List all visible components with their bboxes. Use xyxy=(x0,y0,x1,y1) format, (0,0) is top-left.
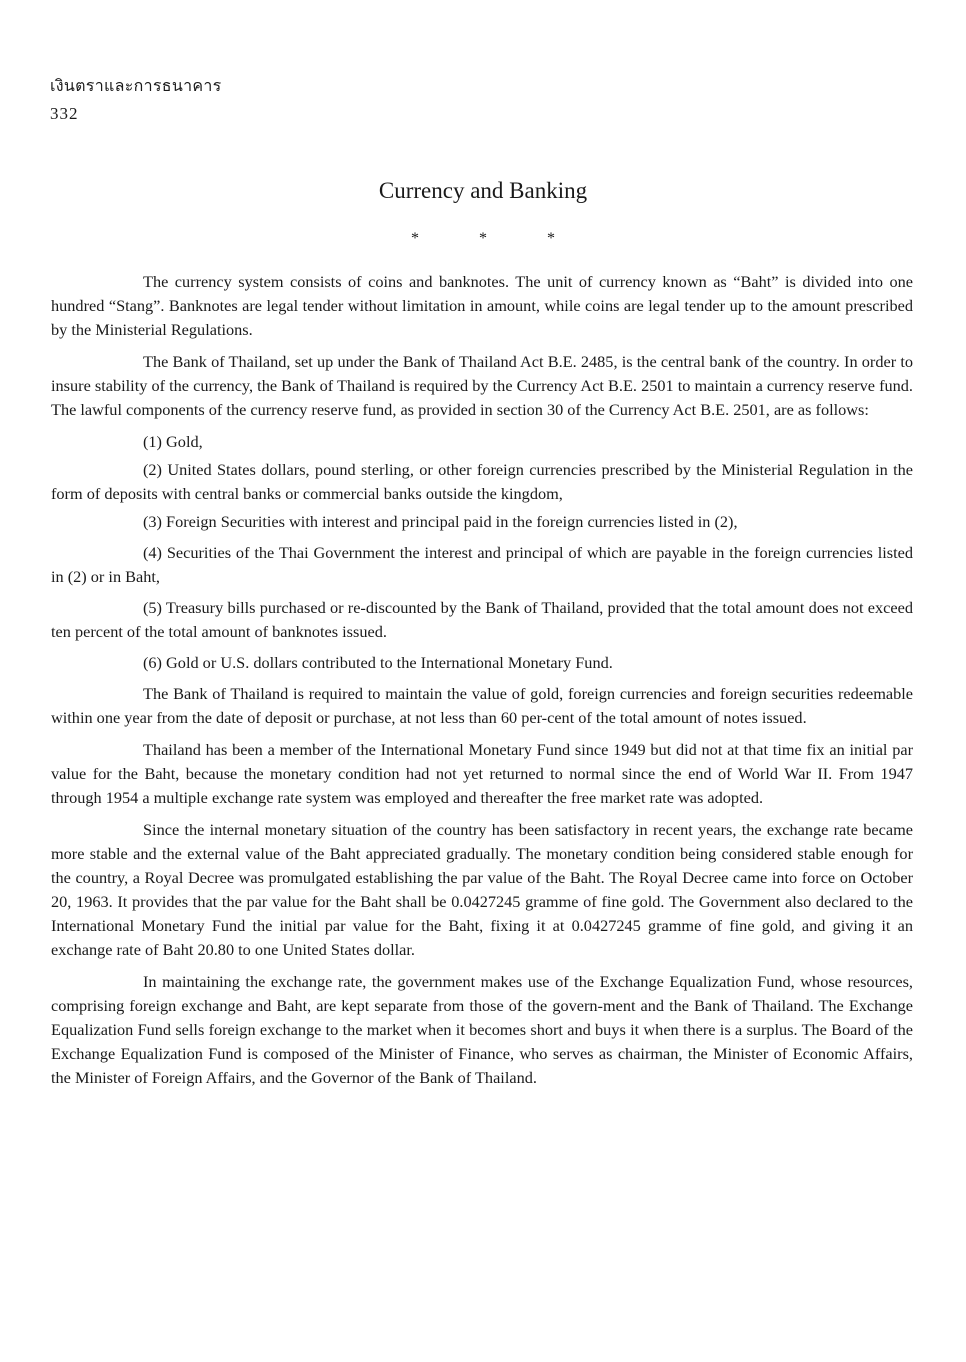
list-item: (5) Treasury bills purchased or re-discounted by the Bank of Thailand, provided that the total amount does not exceed ten percent of the total amount of banknotes issued. xyxy=(51,597,913,641)
page-title: Currency and Banking xyxy=(378,178,588,203)
paragraph-exchange-fund: In maintaining the exchange rate, the government makes use of the Exchange Equalization Fund, whose resources, comprising foreign exchange and Baht, are kept separate from those of the govern-ment and the Bank of Thailand. The Exchange Equalization Fund sells foreign exchange to the market when it becomes short and buys it when there is a surplus. The Board of the Exchange Equalization Fund is composed of the Minister of Finance, who serves as chairman, the Minister of Economic Affairs, the Minister of Foreign Affairs, and the Governor of the Bank of Thailand. xyxy=(51,972,913,1087)
paragraph-imf-membership: Thailand has been a member of the International Monetary Fund since 1949 but did not at that time fix an initial par value for the Baht, because the monetary condition had not yet returned to normal since the end of World War II. From 1947 through 1954 a multiple exchange rate system was employed and thereafter the free market rate was adopted. xyxy=(51,739,913,807)
list-item: (6) Gold or U.S. dollars contributed to the International Monetary Fund. xyxy=(143,652,613,672)
body-text xyxy=(51,270,913,1098)
page-number: 332 xyxy=(50,104,79,123)
paragraph-reserve-value: The Bank of Thailand is required to maintain the value of gold, foreign currencies and foreign securities redeemable within one year from the date of deposit or purchase, at not less than 60 per-cent of the total amount of notes issued. xyxy=(51,683,913,727)
paragraph-currency-system: The currency system consists of coins and banknotes. The unit of currency known as “Baht” is divided into one hundred “Stang”. Banknotes are legal tender without limitation in amount, while coins are legal tender up to the amount prescribed by the Ministerial Regulations. xyxy=(51,272,913,339)
paragraph-par-value: Since the internal monetary situation of the country has been satisfactory in recent years, the exchange rate became more stable and the external value of the Baht appreciated gradually. The monetary condition being considered stable enough for the country, a Royal Decree was promulgated establishing the par value of the Baht. The Royal Decree came into force on October 20, 1963. It provides that the par value for the Baht shall be 0.0427245 gramme of fine gold. The Government also declared to the International Monetary Fund the initial par value for the Baht, fixing it at 0.0427245 gramme of fine gold, and giving it an exchange rate of Baht 20.80 to one United States dollar. xyxy=(51,820,913,959)
section-separator: * * * xyxy=(411,230,583,247)
list-item: (4) Securities of the Thai Government the interest and principal of which are payable in the foreign currencies listed in (2) or in Baht, xyxy=(51,543,913,586)
running-head: เงินตราและการธนาคาร xyxy=(50,78,222,95)
list-item: (2) United States dollars, pound sterling, or other foreign currencies prescribed by the Ministerial Regulation in the form of deposits with central banks or commercial banks outside the kingdom, xyxy=(51,460,913,504)
list-item: (1) Gold, xyxy=(143,432,203,452)
list-item: (3) Foreign Securities with interest and principal paid in the foreign currencies listed in (2), xyxy=(143,512,738,532)
paragraph-bank-of-thailand: The Bank of Thailand, set up under the Bank of Thailand Act B.E. 2485, is the central bank of the country. In order to insure stability of the currency, the Bank of Thailand is required by the Currency Act B.E. 2501 to maintain a currency reserve fund. The lawful components of the currency reserve fund, as provided in section 30 of the Currency Act B.E. 2501, are as follows: xyxy=(51,352,913,420)
